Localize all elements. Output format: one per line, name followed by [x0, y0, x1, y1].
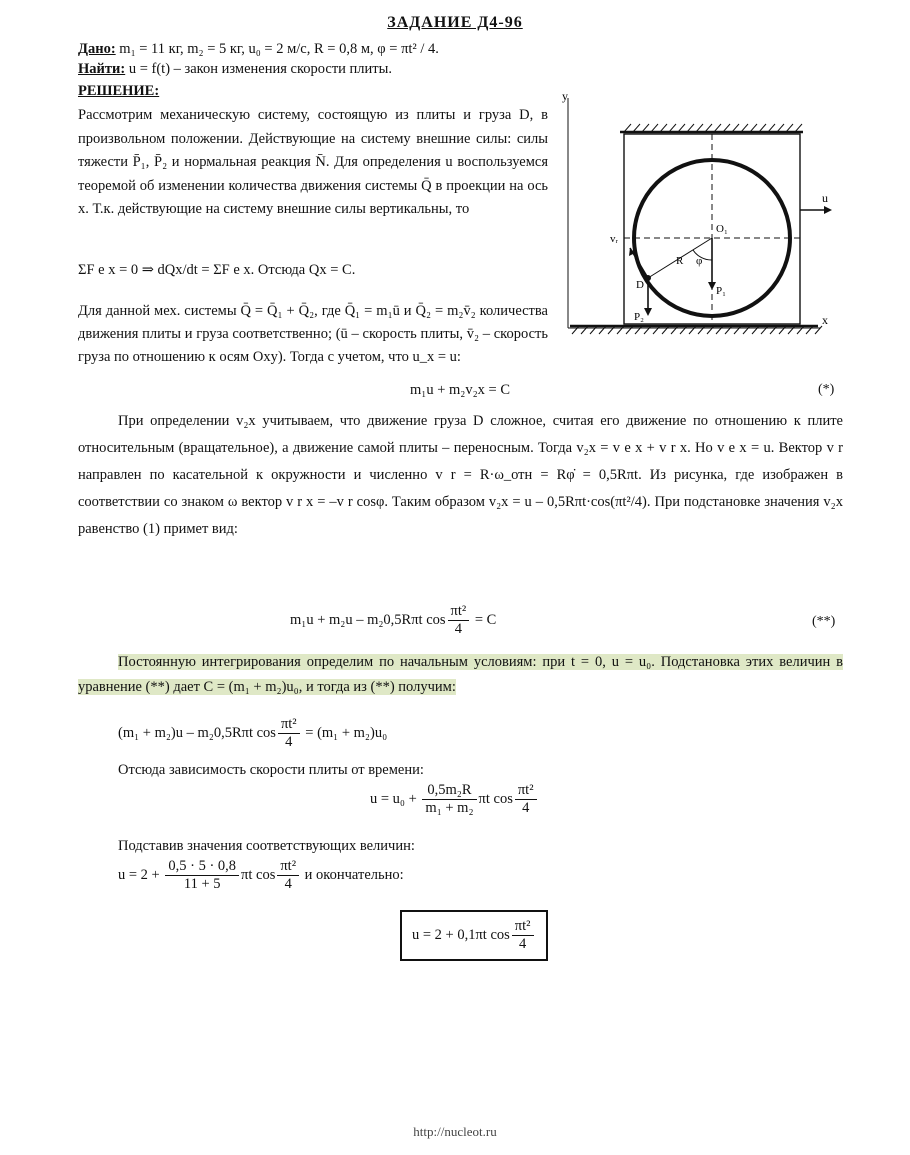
eq4-mid: πt cos — [478, 790, 513, 807]
eq3-left: (m₁ + m₂)u – m₂0,5Rπt cos — [118, 724, 276, 741]
u-arrowhead — [824, 206, 832, 214]
eq5-fraction-2 — [277, 858, 299, 893]
equation-momentum: ΣF e x = 0 ⇒ dQx/dt = ΣF e x. Отсюда Qx = C. — [78, 262, 356, 278]
eq4-fraction-1 — [422, 782, 476, 817]
paragraph-4-text: Постоянную интегрирования определим по начальным условиям: при t = 0, u = u₀. Подстановка этих величин в уравнение (**) дает C = (m₁ + m₂)u₀, и тогда из (**) получим: — [78, 654, 843, 695]
phi-label: φ — [696, 255, 703, 267]
eq4-den2: 4 — [522, 800, 530, 816]
eq2-num: πt² — [448, 603, 470, 621]
equation-star-tag: (*) — [818, 382, 835, 397]
o1-label: O₁ — [716, 223, 728, 235]
eq4-num1: 0,5m₂R — [422, 782, 476, 800]
eq4-fraction-2 — [515, 782, 537, 817]
eq5-left: u = 2 + — [118, 866, 164, 883]
y-axis-label: y — [562, 89, 568, 103]
eq5-den2: 4 — [284, 876, 292, 892]
paragraph-5: Отсюда зависимость скорости плиты от времени: — [118, 762, 424, 778]
equation-double-star-tag: (**) — [812, 614, 836, 629]
eq3-right: = (m₁ + m₂)u₀ — [301, 724, 388, 741]
answer-num: πt² — [512, 918, 534, 936]
eq2-left: m₁u + m₂u – m₂0,5Rπt cos — [290, 611, 446, 628]
answer-left: u = 2 + 0,1πt cos — [412, 926, 510, 943]
answer-den: 4 — [519, 936, 527, 952]
vr-label: vᵣ — [610, 233, 619, 245]
r-label: R — [676, 255, 684, 267]
p1-label: P₁ — [716, 285, 726, 297]
p1-arrowhead — [708, 282, 716, 290]
eq3-num: πt² — [278, 716, 300, 734]
given-line — [78, 40, 439, 58]
eq2-den: 4 — [454, 621, 462, 637]
eq5-den1: 11 + 5 — [183, 876, 221, 892]
eq5-mid: πt cos — [241, 866, 276, 883]
eq4-den1: m₁ + m₂ — [425, 800, 474, 816]
equation-double-star — [290, 603, 496, 638]
u-label: u — [822, 191, 828, 205]
equation-velocity — [370, 782, 539, 817]
eq5-num1: 0,5 · 5 · 0,8 — [165, 858, 239, 876]
find-text: u = f(t) – закон изменения скорости плиты. — [128, 61, 393, 77]
answer-fraction — [512, 918, 534, 953]
p2-arrowhead — [644, 308, 652, 316]
eq5-right: и окончательно: — [301, 866, 404, 883]
eq5-fraction-1 — [165, 858, 239, 893]
p2-label: P₂ — [634, 311, 644, 323]
eq2-fraction — [448, 603, 470, 638]
given-text: m₁ = 11 кг, m₂ = 5 кг, u₀ = 2 м/с, R = 0,8 м, φ = πt² / 4. — [119, 41, 439, 57]
paragraph-3: При определении v₂x учитываем, что движение груза D сложное, считая его движение по отношению к плите относительным (вращательное), а движение самой плиты – переносным. Тогда v₂x = v e x + v r x. Но v e x = u. Вектор v r направлен по касательной к окружности и численно v r = R·ω_отн = Rφ̇ = 0,5Rπt. Из рисунка, где изображен в соответствии со знаком ω вектор v r x = –v r cosφ. Таким образом v₂x = u – 0,5Rπt·cos(πt²/4). При подстановке значения v₂x равенство (1) примет вид: — [78, 413, 843, 537]
paragraph-2 — [78, 300, 548, 369]
solution-label: РЕШЕНИЕ: — [78, 83, 160, 99]
equation-initial — [118, 716, 387, 751]
equation-star: m₁u + m₂v₂x = C — [410, 382, 510, 398]
paragraph-4 — [78, 650, 843, 700]
paragraph-1: Рассмотрим механическую систему, состоящую из плиты и груза D, в произвольном положении. Действующие на систему внешние силы: силы тяжести P̄₁, P̄₂ и нормальная реакция N̄. Для определения u воспользуемся теоремой об изменении количества движения системы Q̄ в проекции на ось x. Т.к. действующие на систему внешние силы вертикальны, то — [78, 107, 548, 217]
paragraph-2-text: Для данной мех. системы Q̄ = Q̄₁ + Q̄₂, где Q̄₁ = m₁ū и Q̄₂ = m₂v̄₂ количества движения плиты и груза соответственно; (ū – скорость плиты, v̄₂ – скорость груза по отношению к осям Oxy). Тогда с учетом, что u_x = u: — [78, 303, 548, 365]
footer-url: http://nucleot.ru — [413, 1124, 497, 1139]
solution-heading — [78, 82, 159, 100]
paragraph-6: Подставив значения соответствующих величин: — [118, 838, 415, 854]
mechanism-figure — [558, 88, 858, 353]
eq3-fraction — [278, 716, 300, 751]
page-title: ЗАДАНИЕ Д4-96 — [387, 14, 523, 31]
given-label: Дано: — [78, 41, 116, 57]
answer-box — [400, 910, 548, 961]
x-axis-label: x — [822, 313, 828, 327]
eq2-right: = C — [471, 611, 497, 628]
d-label: D — [636, 279, 644, 291]
eq4-num2: πt² — [515, 782, 537, 800]
eq4-left: u = u₀ + — [370, 790, 421, 807]
find-label: Найти: — [78, 61, 126, 77]
equation-substituted — [118, 858, 404, 893]
eq5-num2: πt² — [277, 858, 299, 876]
find-line — [78, 60, 392, 78]
eq3-den: 4 — [285, 734, 293, 750]
